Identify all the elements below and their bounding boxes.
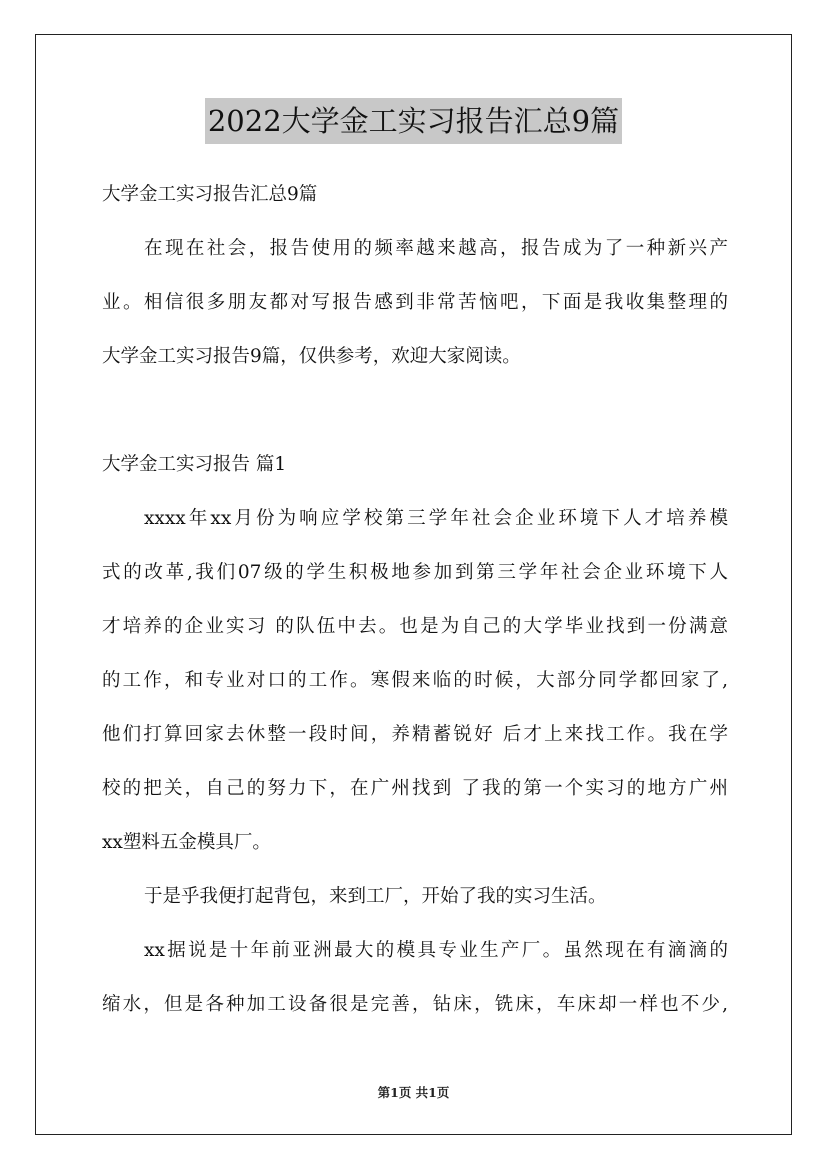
section-line-1: xxxx年xx月份为响应学校第三学年社会企业环境下人才培养模 <box>144 508 728 529</box>
section-line-3: 才培养的企业实习 的队伍中去。也是为自己的大学毕业找到一份满意 <box>102 616 728 637</box>
title-container <box>0 98 827 144</box>
paragraph-3-line-2: 缩水，但是各种加工设备很是完善，钻床，铣床，车床却一样也不少, <box>102 994 728 1015</box>
intro-line-3: 大学金工实习报告9篇，仅供参考，欢迎大家阅读。 <box>102 346 521 367</box>
intro-line-1: 在现在社会，报告使用的频率越来越高，报告成为了一种新兴产 <box>144 238 728 259</box>
section-line-2: 式的改革,我们07级的学生积极地参加到第三学年社会企业环境下人 <box>102 562 728 583</box>
page-footer: 第1页 共1页 <box>377 1085 450 1100</box>
section-line-7: xx塑料五金模具厂。 <box>102 832 271 853</box>
document-subtitle: 大学金工实习报告汇总9篇 <box>102 184 318 205</box>
paragraph-3-line-1: xx据说是十年前亚洲最大的模具专业生产厂。虽然现在有滴滴的 <box>144 940 728 961</box>
section-line-5: 他们打算回家去休整一段时间，养精蓄锐好 后才上来找工作。我在学 <box>102 724 728 745</box>
intro-line-2: 业。相信很多朋友都对写报告感到非常苦恼吧，下面是我收集整理的 <box>102 292 728 313</box>
section-line-4: 的工作，和专业对口的工作。寒假来临的时候，大部分同学都回家了, <box>102 670 728 691</box>
section-line-6: 校的把关，自己的努力下，在广州找到 了我的第一个实习的地方广州 <box>102 778 728 799</box>
document-body <box>102 168 728 1032</box>
section-heading: 大学金工实习报告 篇1 <box>102 454 287 475</box>
paragraph-gap <box>102 384 728 438</box>
document-title: 2022大学金工实习报告汇总9篇 <box>205 98 622 144</box>
paragraph-2: 于是乎我便打起背包，来到工厂，开始了我的实习生活。 <box>144 886 607 907</box>
